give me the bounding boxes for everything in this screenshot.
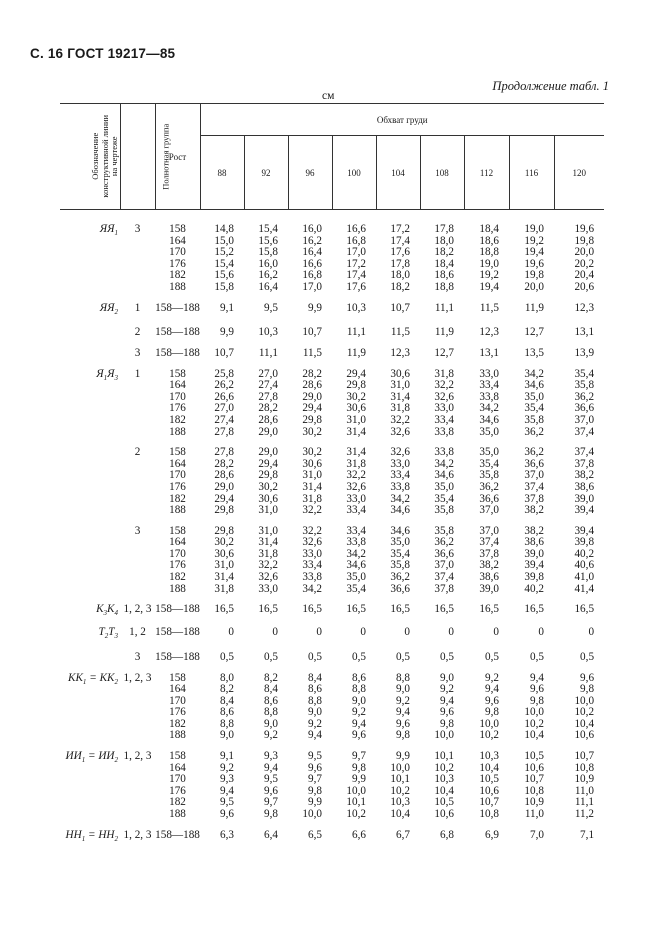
value-cell-96: 9,9	[308, 301, 322, 314]
table-row	[60, 821, 604, 846]
chest-girth-104: 104	[376, 136, 420, 210]
fullness-group: 1, 2, 3	[123, 750, 152, 763]
value-cell-100: 0,5	[352, 650, 366, 663]
line-designation: $ИИ_1 = ИИ_2$	[65, 750, 118, 765]
value-cell-112: 33,0 33,4 33,8 34,2 34,6 35,0	[479, 367, 499, 438]
value-cell-116: 36,2 36,6 37,0 37,4 37,8 38,2	[524, 446, 544, 517]
measurements-table	[60, 103, 604, 845]
value-cell-116: 12,7	[524, 326, 544, 339]
value-cell-116: 11,9	[524, 301, 544, 314]
value-cell-112: 6,9	[485, 828, 499, 841]
value-cell-116: 19,0 19,2 19,4 19,6 19,8 20,0	[524, 223, 544, 293]
height-values: 158—188	[155, 650, 200, 663]
value-cell-96: 32,2 32,6 33,0 33,4 33,8 34,2	[302, 524, 322, 595]
fullness-group: 1	[134, 367, 141, 380]
value-cell-100: 16,5	[346, 603, 366, 616]
value-cell-108: 10,1 10,2 10,3 10,4 10,5 10,6	[434, 750, 454, 821]
value-cell-116: 34,2 34,6 35,0 35,4 35,8 36,2	[524, 367, 544, 438]
value-cell-112: 18,4 18,6 18,8 19,0 19,2 19,4	[479, 223, 499, 293]
height-values: 158—188	[155, 346, 200, 359]
value-cell-100: 11,1	[346, 326, 366, 339]
chest-girth-120: 120	[554, 136, 604, 210]
line-designation: $K_3K_4$	[96, 603, 118, 618]
value-cell-116: 38,2 38,6 39,0 39,4 39,8 40,2	[524, 524, 544, 595]
value-cell-88: 9,1	[220, 301, 234, 314]
fullness-group: 1, 2, 3	[123, 828, 152, 841]
height-values: 158—188	[155, 301, 200, 314]
value-cell-96: 16,0 16,2 16,4 16,6 16,8 17,0	[302, 223, 322, 293]
table-row	[60, 438, 604, 517]
height-values: 158 164 170 176 182 188	[169, 446, 186, 517]
value-cell-120: 13,9	[574, 346, 595, 359]
chest-girth-header: Обхват груди	[200, 104, 604, 136]
chest-girth-92: 92	[244, 136, 288, 210]
value-cell-88: 27,8 28,2 28,6 29,0 29,4 29,8	[214, 446, 234, 517]
value-cell-100: 16,6 16,8 17,0 17,2 17,4 17,6	[346, 223, 366, 293]
value-cell-92: 0,5	[264, 650, 278, 663]
value-cell-104: 9,9 10,0 10,1 10,2 10,3 10,4	[390, 750, 410, 821]
fullness-group: 3	[134, 346, 141, 359]
height-values: 158—188	[155, 828, 200, 841]
value-cell-120: 16,5	[574, 603, 595, 616]
value-cell-104: 0	[404, 626, 410, 639]
value-cell-120: 39,4 39,8 40,2 40,6 41,0 41,4	[574, 524, 595, 595]
value-cell-88: 14,8 15,0 15,2 15,4 15,6 15,8	[214, 223, 234, 293]
value-cell-108: 11,9	[434, 326, 454, 339]
height-values: 158—188	[155, 626, 200, 639]
value-cell-92: 16,5	[258, 603, 278, 616]
value-cell-120: 0,5	[580, 650, 595, 663]
value-cell-120: 13,1	[574, 326, 595, 339]
value-cell-88: 10,7	[214, 346, 234, 359]
value-cell-100: 0	[360, 626, 366, 639]
value-cell-112: 35,0 35,4 35,8 36,2 36,6 37,0	[479, 446, 499, 517]
height-values: 158 164 170 176 182 188	[169, 750, 186, 821]
value-cell-120: 0	[588, 626, 595, 639]
fullness-group: 1, 2, 3	[123, 671, 152, 684]
value-cell-92: 10,3	[258, 326, 278, 339]
value-cell-104: 12,3	[390, 346, 410, 359]
value-cell-104: 11,5	[390, 326, 410, 339]
line-designation	[60, 438, 120, 517]
fullness-group: 3	[134, 223, 141, 235]
height-values: 158 164 170 176 182 188	[169, 671, 186, 742]
value-cell-112: 9,2 9,4 9,6 9,8 10,0 10,2	[479, 671, 499, 742]
value-cell-92: 11,1	[258, 346, 278, 359]
line-designation: $Я_1Я_3$	[96, 367, 118, 382]
line-designation: $T_2T_3$	[98, 626, 118, 641]
table-row	[60, 620, 604, 643]
value-cell-116: 10,5 10,6 10,7 10,8 10,9 11,0	[524, 750, 544, 821]
table-row	[60, 360, 604, 439]
value-cell-96: 6,5	[308, 828, 322, 841]
value-cell-120: 37,4 37,8 38,2 38,6 39,0 39,4	[574, 446, 595, 517]
value-cell-104: 6,7	[396, 828, 410, 841]
value-cell-104: 16,5	[390, 603, 410, 616]
fullness-group: 3	[134, 650, 141, 663]
chest-girth-88: 88	[200, 136, 244, 210]
value-cell-96: 9,5 9,6 9,7 9,8 9,9 10,0	[302, 750, 322, 821]
fullness-group: 2	[134, 446, 141, 459]
value-cell-88: 0,5	[220, 650, 234, 663]
line-designation	[60, 643, 120, 664]
value-cell-92: 15,4 15,6 15,8 16,0 16,2 16,4	[258, 223, 278, 293]
fullness-group-header: Полнотная группа	[120, 104, 155, 210]
height-values: 158 164 170 176 182 188	[169, 524, 186, 595]
value-cell-116: 16,5	[524, 603, 544, 616]
value-cell-112: 13,1	[479, 346, 499, 359]
value-cell-96: 28,2 28,6 29,0 29,4 29,8 30,2	[302, 367, 322, 438]
value-cell-104: 0,5	[396, 650, 410, 663]
value-cell-100: 31,4 31,8 32,2 32,6 33,0 33,4	[346, 446, 366, 517]
value-cell-120: 12,3	[574, 301, 595, 314]
value-cell-96: 16,5	[302, 603, 322, 616]
line-designation: $НН_1 = НН_2$	[65, 828, 118, 843]
value-cell-108: 16,5	[434, 603, 454, 616]
fullness-group: 1, 2, 3	[123, 603, 152, 616]
value-cell-116: 9,4 9,6 9,8 10,0 10,2 10,4	[524, 671, 544, 742]
value-cell-100: 11,9	[346, 346, 366, 359]
value-cell-108: 0,5	[440, 650, 454, 663]
value-cell-88: 9,1 9,2 9,3 9,4 9,5 9,6	[220, 750, 234, 821]
fullness-group: 1	[134, 301, 141, 314]
value-cell-92: 0	[272, 626, 278, 639]
value-cell-108: 33,8 34,2 34,6 35,0 35,4 35,8	[434, 446, 454, 517]
value-cell-108: 17,8 18,0 18,2 18,4 18,6 18,8	[434, 223, 454, 293]
value-cell-108: 31,8 32,2 32,6 33,0 33,4 33,8	[434, 367, 454, 438]
value-cell-96: 11,5	[302, 346, 322, 359]
value-cell-112: 37,0 37,4 37,8 38,2 38,6 39,0	[479, 524, 499, 595]
units-label: см	[322, 90, 335, 102]
line-designation: $KK_1 = KK_2$	[67, 671, 118, 686]
value-cell-108: 11,1	[434, 301, 454, 314]
height-header: Рост	[155, 104, 200, 210]
line-designation	[60, 318, 120, 339]
value-cell-100: 6,6	[352, 828, 366, 841]
value-cell-112: 11,5	[479, 301, 499, 314]
value-cell-104: 34,6 35,0 35,4 35,8 36,2 36,6	[390, 524, 410, 595]
value-cell-116: 0,5	[530, 650, 544, 663]
value-cell-88: 0	[228, 626, 234, 639]
value-cell-92: 8,2 8,4 8,6 8,8 9,0 9,2	[264, 671, 278, 742]
chest-girth-96: 96	[288, 136, 332, 210]
chest-girth-112: 112	[464, 136, 509, 210]
value-cell-108: 35,8 36,2 36,6 37,0 37,4 37,8	[434, 524, 454, 595]
fullness-group: 3	[134, 524, 141, 537]
value-cell-100: 33,4 33,8 34,2 34,6 35,0 35,4	[346, 524, 366, 595]
value-cell-112: 0,5	[485, 650, 499, 663]
value-cell-100: 10,3	[346, 301, 366, 314]
value-cell-100: 29,4 29,8 30,2 30,6 31,0 31,4	[346, 367, 366, 438]
value-cell-120: 10,7 10,8 10,9 11,0 11,1 11,2	[574, 750, 595, 821]
value-cell-96: 10,7	[302, 326, 322, 339]
table-row	[60, 294, 604, 319]
line-designation	[60, 339, 120, 360]
value-cell-108: 0	[448, 626, 454, 639]
value-cell-112: 10,3 10,4 10,5 10,6 10,7 10,8	[479, 750, 499, 821]
fullness-group: 2	[134, 326, 141, 339]
page-title: С. 16 ГОСТ 19217—85	[30, 46, 176, 61]
value-cell-120: 19,6 19,8 20,0 20,2 20,4 20,6	[574, 223, 595, 293]
value-cell-120: 35,4 35,8 36,2 36,6 37,0 37,4	[574, 367, 595, 438]
value-cell-104: 8,8 9,0 9,2 9,4 9,6 9,8	[396, 671, 410, 742]
value-cell-96: 8,4 8,6 8,8 9,0 9,2 9,4	[308, 671, 322, 742]
designation-header: Обозначение конструктивной линии на чертеже	[60, 104, 120, 210]
height-values: 158 164 170 176 182 188	[169, 223, 186, 293]
value-cell-108: 9,0 9,2 9,4 9,6 9,8 10,0	[434, 671, 454, 742]
value-cell-112: 16,5	[479, 603, 499, 616]
table-row	[60, 643, 604, 664]
value-cell-88: 25,8 26,2 26,6 27,0 27,4 27,8	[214, 367, 234, 438]
table-row	[60, 210, 604, 294]
chest-girth-108: 108	[420, 136, 464, 210]
value-cell-88: 16,5	[214, 603, 234, 616]
table-row	[60, 595, 604, 620]
value-cell-96: 0	[316, 626, 322, 639]
value-cell-92: 9,3 9,4 9,5 9,6 9,7 9,8	[264, 750, 278, 821]
value-cell-108: 6,8	[440, 828, 454, 841]
value-cell-104: 32,6 33,0 33,4 33,8 34,2 34,6	[390, 446, 410, 517]
table-row	[60, 517, 604, 596]
height-values: 158—188	[155, 326, 200, 339]
value-cell-100: 8,6 8,8 9,0 9,2 9,4 9,6	[352, 671, 366, 742]
chest-girth-100: 100	[332, 136, 376, 210]
value-cell-116: 13,5	[524, 346, 544, 359]
value-cell-92: 27,0 27,4 27,8 28,2 28,6 29,0	[258, 367, 278, 438]
value-cell-112: 0	[493, 626, 499, 639]
value-cell-100: 9,7 9,8 9,9 10,0 10,1 10,2	[346, 750, 366, 821]
table-row	[60, 339, 604, 360]
value-cell-108: 12,7	[434, 346, 454, 359]
value-cell-88: 6,3	[220, 828, 234, 841]
value-cell-112: 12,3	[479, 326, 499, 339]
fullness-group: 1, 2	[129, 626, 146, 639]
value-cell-120: 9,6 9,8 10,0 10,2 10,4 10,6	[574, 671, 595, 742]
value-cell-116: 0	[538, 626, 544, 639]
value-cell-92: 31,0 31,4 31,8 32,2 32,6 33,0	[258, 524, 278, 595]
table-continuation-label: Продолжение табл. 1	[492, 79, 609, 93]
table-row	[60, 318, 604, 339]
value-cell-104: 10,7	[390, 301, 410, 314]
value-cell-88: 9,9	[220, 326, 234, 339]
value-cell-92: 29,0 29,4 29,8 30,2 30,6 31,0	[258, 446, 278, 517]
value-cell-104: 30,6 31,0 31,4 31,8 32,2 32,6	[390, 367, 410, 438]
value-cell-88: 8,0 8,2 8,4 8,6 8,8 9,0	[220, 671, 234, 742]
value-cell-96: 0,5	[308, 650, 322, 663]
table-row	[60, 664, 604, 743]
value-cell-104: 17,2 17,4 17,6 17,8 18,0 18,2	[390, 223, 410, 293]
value-cell-88: 29,8 30,2 30,6 31,0 31,4 31,8	[214, 524, 234, 595]
line-designation	[60, 517, 120, 596]
value-cell-92: 9,5	[264, 301, 278, 314]
line-designation: $ЯЯ_1$	[99, 223, 118, 238]
value-cell-92: 6,4	[264, 828, 278, 841]
value-cell-120: 7,1	[580, 828, 595, 841]
table-row	[60, 742, 604, 821]
value-cell-96: 30,2 30,6 31,0 31,4 31,8 32,2	[302, 446, 322, 517]
line-designation: $ЯЯ_2$	[99, 301, 118, 316]
value-cell-116: 7,0	[530, 828, 544, 841]
height-values: 158—188	[155, 603, 200, 616]
height-values: 158 164 170 176 182 188	[169, 367, 186, 438]
chest-girth-116: 116	[509, 136, 554, 210]
